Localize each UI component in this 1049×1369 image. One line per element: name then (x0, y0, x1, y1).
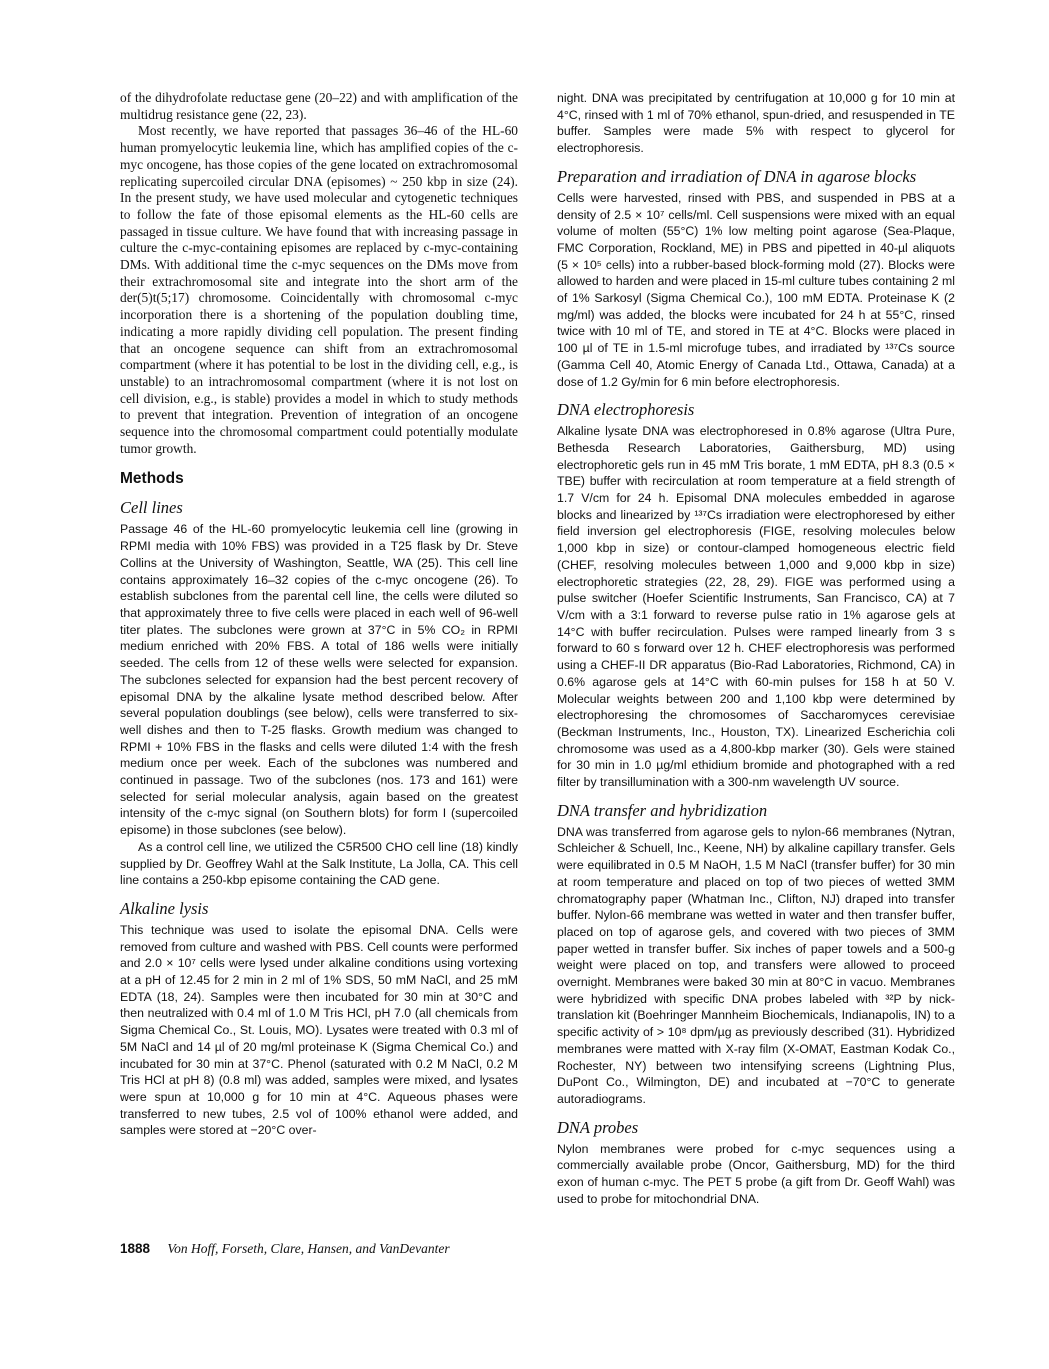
preparation-paragraph: Cells were harvested, rinsed with PBS, and suspended in PBS at a density of 2.5 × 10⁷ cells/ml. Cell suspensions were mixed with an equal volume of molten (55°C) 1% low melting point agarose (Sea-Plaque, FMC Corporation, Rockland, ME) in PBS and pipetted in 40-µl aliquots (5 × 10⁵ cells) into a rubber-based block-forming mold (27). Blocks were allowed to harden and were placed in 15-ml culture tubes containing 2 ml of 1% Sarkosyl (Sigma Chemical Co.), 100 mM EDTA. Proteinase K (2 mg/ml) was added, the blocks were incubated for 24 h at 55°C, rinsed twice with 10 ml of TE, and stored in TE at 4°C. Blocks were placed in 100 µl of TE in 1.5-ml microfuge tubes, and irradiated by ¹³⁷Cs source (Gamma Cell 40, Atomic Energy of Canada Ltd., Ottawa, Canada) at a dose of 1.2 Gy/min for 6 min before electrophoresis. (557, 190, 955, 389)
probes-heading: DNA probes (557, 1117, 639, 1137)
transfer-paragraph: DNA was transferred from agarose gels to nylon-66 membranes (Nytran, Schleicher & Schuell, Inc., Keene, NH) by alkaline capillary transfer. Gels were equilibrated in 0.5 M NaOH, 1.5 M NaCl (transfer buffer) for 30 min at room temperature and placed on top of two pieces of wetted 3MM chromatography paper (Whatman Inc., Clifton, NJ) draped into transfer buffer. Nylon-66 membrane was wetted in water and then transfer buffer, placed on top of agarose gels, and covered with two pieces of 3MM paper wetted in transfer buffer. Six inches of paper towels and a 500-g weight were placed on top, and transfers were allowed to proceed overnight. Membranes were baked 30 min at 80°C in vacuo. Membranes were hybridized with specific DNA probes labeled with ³²P by nick-translation kit (Boehringer Mannheim Biochemicals, Indianapolis, IN) to a specific activity of > 10⁸ dpm/µg as previously described (31). Hybridized membranes were matted with X-ray film (X-OMAT, Eastman Kodak Co., Rochester, NY) between two intensifying screens (Lightning Plus, DuPont Co., Wilmington, DE) and incubated at −70°C to generate autoradiograms. (557, 824, 955, 1106)
continued-paragraph: night. DNA was precipitated by centrifugation at 10,000 g for 10 min at 4°C, rinsed with 1 ml of 70% ethanol, spun-dried, and resuspended in TE buffer. Samples were made 5% with respect to glycerol for electrophoresis. (557, 91, 955, 156)
right-column (557, 90, 955, 1207)
left-column (120, 90, 518, 1139)
electrophoresis-paragraph: Alkaline lysate DNA was electrophoresed in 0.8% agarose (Ultra Pure, Bethesda Research Laboratories, Gaithersburg, MD) using electrophoretic gels run in 45 mM Tris borate, 1 mM EDTA, pH 8.3 (0.5 × TBE) buffer with recirculation at room temperature at a field strength of 1.7 V/cm for 24 h. Episomal DNA molecules embedded in agarose blocks and linearized by ¹³⁷Cs irradiation were electrophoresed by either field inversion gel electrophoresis (FIGE, resolving molecules below 1,000 kbp in size) or contour-clamped homogeneous electric field (CHEF, resolving molecules between 1,000 and 9,000 kbp in size) electrophoretic strategies (22, 28, 29). FIGE was performed using a pulse switcher (Hoefer Scientific Instruments, San Francisco, CA) at 7 V/cm with a 3:1 forward to reverse pulse ratio in 1% agarose gels at 14°C with buffer recirculation. Pulses were ramped linearly from 3 s forward to 60 s forward over 12 h. CHEF electrophoresis was performed using a CHEF-II DR apparatus (Bio-Rad Laboratories, Richmond, CA) in 0.6% agarose gels at 14°C with 60-min pulses for 158 h at 50 V. Molecular weights between 200 and 1,100 kbp were determined by electrophoresing the chromosomes of Saccharomyces cerevisiae (Beckman Instruments, Inc., Houston, TX). Linearized Escherichia coli chromosome was used as a 4,800-kbp marker (30). Gels were stained for 30 min in 1.0 µg/ml ethidium bromide and photographed with a red filter by transillumination with a 300-nm wavelength UV source. (557, 424, 955, 790)
cell-lines-heading: Cell lines (120, 498, 183, 518)
electrophoresis-heading: DNA electrophoresis (557, 400, 695, 420)
alkaline-lysis-heading: Alkaline lysis (120, 898, 209, 918)
cell-lines-paragraph-1: Passage 46 of the HL-60 promyelocytic leukemia cell line (growing in RPMI media with 10% FBS) was provided in a T25 flask by Dr. Steve Collins at the University of Washington, Seattle, WA (25). This cell line contains approximately 16–32 copies of the c-myc oncogene (26). To establish subclones from the parental cell line, the cells were diluted so that approximately three to five cells were placed in each well of 96-well titer plates. The subclones were grown at 37°C in 5% CO₂ in RPMI medium enriched with 20% FBS. A total of 186 wells were initially seeded. The cells from 12 of these wells were selected for expansion. The subclones selected for expansion had the best percent recovery of episomal DNA by the alkaline lysate method described below. After several population doublings (see below), cells were transferred to six-well dishes and then to T-25 flasks. Growth medium was changed to RPMI + 10% FBS in the flasks and cells were diluted 1:4 with the fresh medium once per week. Each of the subclones was numbered and continued in passage. Two of the subclones (nos. 173 and 161) were selected for serial molecular analysis, again based on the greatest intensity of the c-myc signal (on Southern blots) for form I (supercoiled episome) in those subclones (see below). (120, 522, 518, 838)
alkaline-lysis-paragraph: This technique was used to isolate the episomal DNA. Cells were removed from culture and washed with PBS. Cell counts were performed and 2.0 × 10⁷ cells were lysed under alkaline conditions using vortexing at a pH of 12.45 for 2 min in 2 ml of 1% SDS, 50 mM NaCl, and 25 mM EDTA (18, 24). Samples were then incubated for 30 min at 30°C and then neutralized with 0.4 ml of 1.0 M Tris HCl, pH 7.0 (all chemicals from Sigma Chemical Co., St. Louis, MO). Lysates were treated with 0.3 ml of 5M NaCl and 14 µl of 20 mg/ml proteinase K (Sigma Chemical Co.) and incubated for 30 min at 37°C. Phenol (saturated with 0.2 M NaCl, 0.2 M Tris HCl at pH 8) (0.8 ml) was added, samples were mixed, and lysates were spun at 10,000 g for 10 min at 4°C. Aqueous phases were transferred to new tubes, 2.5 vol of 100% ethanol were added, and samples were stored at −20°C over- (120, 922, 518, 1138)
probes-paragraph: Nylon membranes were probed for c-myc sequences using a commercially available probe (Oncor, Gaithersburg, MD) for the third exon of human c-myc. The PET 5 probe (a gift from Dr. Geoff Wahl) was used to probe for mitochondrial DNA. (557, 1141, 955, 1206)
cell-lines-paragraph-2: As a control cell line, we utilized the C5R500 CHO cell line (18) kindly supplied by Dr. Geoffrey Wahl at the Salk Institute, La Jolla, CA. This cell line contains a 250-kbp episome containing the CAD gene. (120, 839, 518, 888)
author-list: Von Hoff, Forseth, Clare, Hansen, and VanDevanter (167, 1241, 450, 1256)
methods-heading: Methods (120, 470, 184, 488)
transfer-heading: DNA transfer and hybridization (557, 800, 768, 820)
page-number: 1888 (120, 1241, 151, 1256)
intro-paragraph-1: of the dihydrofolate reductase gene (20–22) and with amplification of the multidrug resistance gene (22, 23). (120, 90, 518, 122)
page-footer (120, 1241, 450, 1257)
intro-paragraph-2: Most recently, we have reported that passages 36–46 of the HL-60 human promyelocytic leukemia line, which has amplified copies of the c-myc oncogene, has those copies of the gene located on extrachromosomal replicating supercoiled circular DNA (episomes) ~ 250 kbp in size (24). In the present study, we have used molecular and cytogenetic techniques to follow the fate of those episomal elements as the HL-60 cells are passaged in tissue culture. We have found that with increasing passage in culture the c-myc-containing episomes are replaced by c-myc-containing DMs. With additional time the c-myc sequences on the DMs move from their extrachromosomal site and integrate into the short arm of the der(5)t(5;17) chromosome. Coincidentally with chromosomal c-myc incorporation there is a shortening of the population doubling time, indicating a more rapidly dividing cell population. The present finding that an oncogene sequence can shift from an extrachromosomal compartment (where it has potential to be lost in the dividing cell, e.g., is unstable) to an intrachromosomal compartment (where it is not lost on cell division, e.g., is stable) provides a model in which to study methods to prevent that integration. Prevention of integration of an oncogene sequence into the chromosomal compartment could potentially modulate tumor growth. (120, 123, 518, 456)
preparation-heading: Preparation and irradiation of DNA in agarose blocks (557, 166, 917, 186)
